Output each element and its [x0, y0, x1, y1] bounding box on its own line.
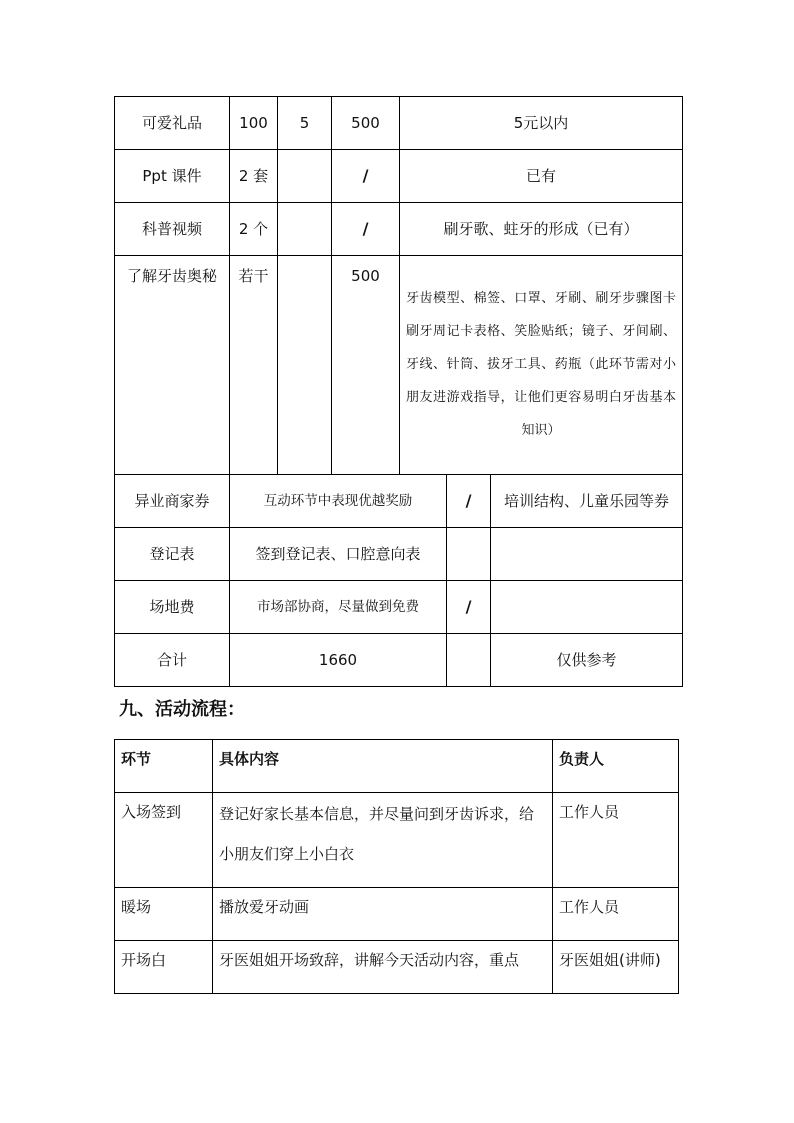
- quantity-cell: 2 个: [230, 203, 278, 256]
- unit-price-cell: [278, 150, 332, 203]
- item-cell: Ppt 课件: [115, 150, 230, 203]
- total-cell: /: [447, 581, 491, 634]
- unit-price-cell: [278, 203, 332, 256]
- item-cell: 场地费: [115, 581, 230, 634]
- owner-cell: 牙医姐姐(讲师): [553, 941, 679, 994]
- item-cell: 科普视频: [115, 203, 230, 256]
- unit-price-cell: [278, 256, 332, 475]
- owner-cell: 工作人员: [553, 888, 679, 941]
- quantity-cell: 100: [230, 97, 278, 150]
- table-row: [115, 528, 683, 581]
- section-heading: 九、活动流程：: [119, 699, 245, 720]
- budget-table: [114, 96, 683, 687]
- owner-cell: 工作人员: [553, 793, 679, 888]
- header-owner: 负责人: [553, 740, 679, 793]
- note-cell: 已有: [400, 150, 683, 203]
- table-row: [115, 256, 683, 475]
- table-row: [115, 97, 683, 150]
- total-cell: 500: [332, 97, 400, 150]
- note-cell: [491, 581, 683, 634]
- total-cell: /: [332, 203, 400, 256]
- table-header-row: [115, 740, 679, 793]
- header-content: 具体内容: [213, 740, 553, 793]
- table-row: [115, 150, 683, 203]
- note-cell: 5元以内: [400, 97, 683, 150]
- grand-total-cell: 1660: [230, 634, 447, 687]
- header-step: 环节: [115, 740, 213, 793]
- total-cell: [447, 634, 491, 687]
- table-row: [115, 941, 679, 994]
- table-row: [115, 634, 683, 687]
- content-cell: 播放爱牙动画: [213, 888, 553, 941]
- table-row: [115, 888, 679, 941]
- quantity-cell: 2 套: [230, 150, 278, 203]
- total-cell: /: [447, 475, 491, 528]
- step-cell: 开场白: [115, 941, 213, 994]
- note-cell: 刷牙歌、蛀牙的形成（已有）: [400, 203, 683, 256]
- content-cell: 登记好家长基本信息，并尽量问到牙齿诉求，给小朋友们穿上小白衣: [213, 793, 553, 888]
- total-cell: /: [332, 150, 400, 203]
- note-cell: 培训结构、儿童乐园等券: [491, 475, 683, 528]
- table-row: [115, 581, 683, 634]
- total-cell: [447, 528, 491, 581]
- item-cell: 合计: [115, 634, 230, 687]
- description-cell: 市场部协商，尽量做到免费: [230, 581, 447, 634]
- quantity-cell: 若干: [230, 256, 278, 475]
- note-cell: 仅供参考: [491, 634, 683, 687]
- item-cell: 异业商家券: [115, 475, 230, 528]
- item-cell: 了解牙齿奥秘: [115, 256, 230, 475]
- item-cell: 可爱礼品: [115, 97, 230, 150]
- description-cell: 互动环节中表现优越奖励: [230, 475, 447, 528]
- note-cell: 牙齿模型、棉签、口罩、牙刷、刷牙步骤图卡刷牙周记卡表格、笑脸贴纸；镜子、牙间刷、牙线、针筒、拔牙工具、药瓶（此环节需对小朋友进游戏指导，让他们更容易明白牙齿基本知识）: [400, 256, 683, 475]
- unit-price-cell: 5: [278, 97, 332, 150]
- step-cell: 暖场: [115, 888, 213, 941]
- total-cell: 500: [332, 256, 400, 475]
- table-row: [115, 475, 683, 528]
- content-cell: 牙医姐姐开场致辞，讲解今天活动内容，重点: [213, 941, 553, 994]
- item-cell: 登记表: [115, 528, 230, 581]
- process-table: [114, 739, 679, 994]
- note-cell: [491, 528, 683, 581]
- step-cell: 入场签到: [115, 793, 213, 888]
- table-row: [115, 793, 679, 888]
- table-row: [115, 203, 683, 256]
- description-cell: 签到登记表、口腔意向表: [230, 528, 447, 581]
